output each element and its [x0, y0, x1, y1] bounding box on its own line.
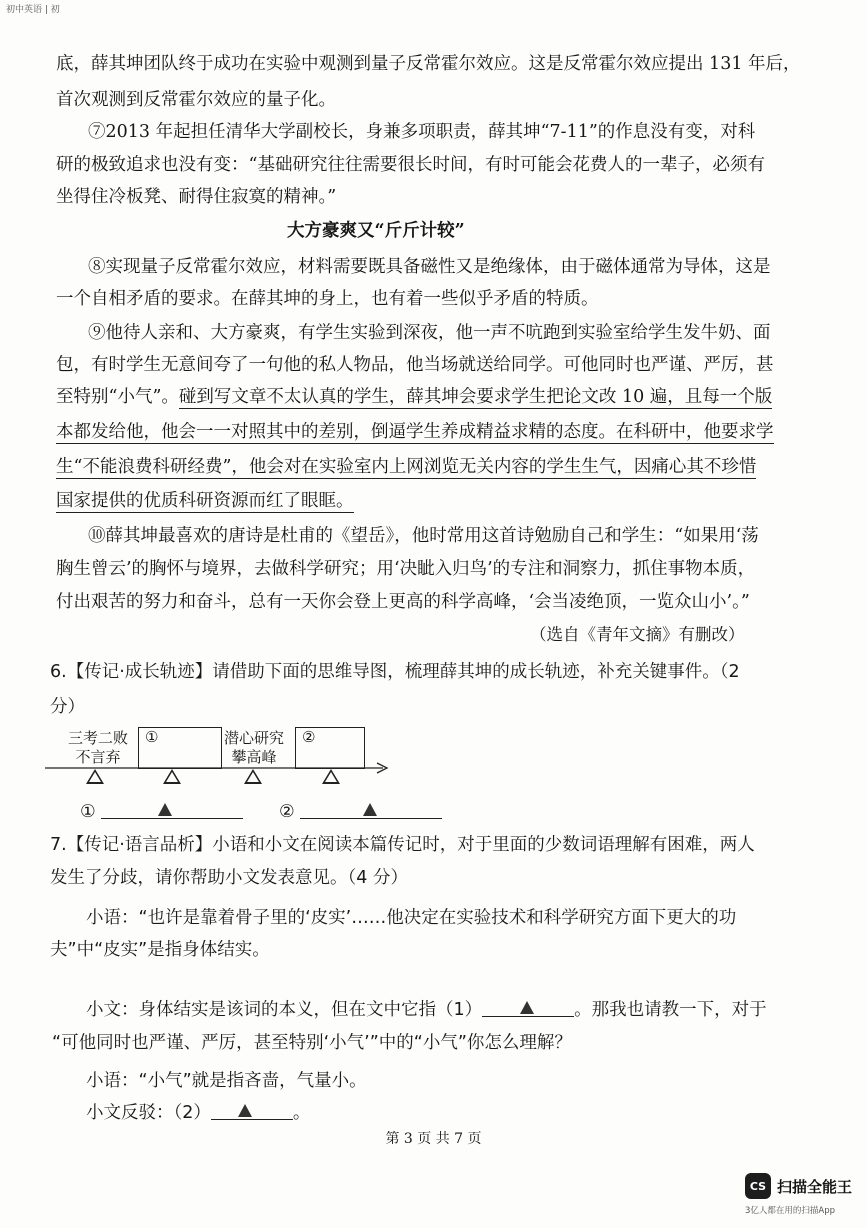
dialogue-line: 小语：“小气”就是指吝啬，气量小。 [86, 1071, 367, 1091]
passage-line [56, 420, 774, 444]
dialogue-text: 小文反驳：（2） [86, 1103, 211, 1123]
passage-line: ⑧实现量子反常霍尔效应，材料需要既具备磁性又是绝缘体，由于磁体通常为导体，这是 [88, 257, 771, 277]
underlined-text: 本都发给他，他会一一对照其中的差别，倒逼学生养成精益求精的态度。在科研中，他要求学 [56, 422, 774, 442]
dialogue-line: 夫”中“皮实”是指身体结实。 [50, 940, 270, 960]
scanner-tagline: 3亿人都在用的扫描App [745, 1206, 836, 1216]
timeline-marker [163, 769, 181, 784]
passage-line: 底，薛其坤团队终于成功在实验中观测到量子反常霍尔效应。这是反常霍尔效应提出 131 年后， [56, 54, 801, 74]
box-2-label: ② [302, 728, 316, 746]
passage-line: 一个自相矛盾的要求。在薛其坤的身上，也有着一些似乎矛盾的特质。 [56, 289, 599, 309]
scanner-watermark [745, 1173, 852, 1199]
question-7-prompt: 发生了分歧，请你帮助小文发表意见。（4 分） [50, 868, 408, 888]
mind-map-node-1-bottom: 不言弃 [75, 748, 121, 766]
mind-map-node-2-top: 潜心研究 [223, 729, 284, 747]
passage-line: 付出艰苦的努力和奋斗，总有一天你会登上更高的科学高峰，‘会当凌绝顶，一览众山小’。” [56, 592, 750, 612]
question-6-prompt: 6.【传记·成长轨迹】请借助下面的思维导图，梳理薛其坤的成长轨迹，补充关键事件。（2 [50, 662, 740, 682]
underlined-text: 生“不能浪费科研经费”，他会对在实验室内上网浏览无关内容的学生生气，因痛心其不珍惜 [56, 457, 757, 477]
underlined-text: 国家提供的优质科研资源而红了眼眶。 [56, 491, 354, 511]
scanner-logo-icon: CS [745, 1173, 771, 1199]
timeline-marker [86, 769, 104, 784]
answer-1-label: ① [80, 802, 96, 822]
passage-line: 包，有时学生无意间夸了一句他的私人物品，他当场就送给同学。可他同时也严谨、严厉，甚 [56, 355, 774, 375]
answer-1-blank[interactable] [101, 802, 243, 819]
timeline-marker [244, 769, 262, 784]
passage-line: ⑨他待人亲和、大方豪爽，有学生实验到深夜，他一声不吭跑到实验室给学生发牛奶、面 [88, 323, 771, 343]
dialogue-line [86, 1101, 310, 1125]
answer-2-blank[interactable] [300, 802, 442, 819]
passage-line [56, 455, 756, 479]
box-1-label: ① [145, 728, 159, 746]
passage-text: 至特别“小气”。 [56, 387, 179, 407]
dialogue-line [86, 998, 767, 1022]
passage-line [56, 489, 354, 513]
passage-line: ⑩薛其坤最喜欢的唐诗是杜甫的《望岳》，他时常用这首诗勉励自己和学生：“如果用‘荡 [88, 526, 759, 546]
passage-line: 研的极致追求也没有变：“基础研究往往需要很长时间，有时可能会花费人的一辈子，必须有 [56, 155, 765, 175]
corner-mark: 初中英语 | 初 [6, 5, 60, 15]
question-7-prompt: 7.【传记·语言品析】小语和小文在阅读本篇传记时，对于里面的少数词语理解有困难，两人 [50, 835, 755, 855]
triangle-icon [363, 803, 377, 816]
dialogue-line: 小语：“也许是靠着骨子里的‘皮实’……他决定在实验技术和科学研究方面下更大的功 [86, 908, 737, 928]
triangle-icon [520, 1001, 534, 1014]
dialogue-text: 。那我也请教一下，对于 [574, 1000, 767, 1020]
answer-2-label: ② [279, 802, 295, 822]
underlined-text: 碰到写文章不太认真的学生，薛其坤会要求学生把论文改 10 遍，且每一个版 [178, 387, 773, 407]
answer-blank-2[interactable] [211, 1103, 293, 1120]
passage-line: 坐得住冷板凳、耐得住寂寞的精神。” [56, 187, 337, 207]
answer-blank-1[interactable] [482, 1000, 574, 1017]
dialogue-line: “可他同时也严谨、严厉，甚至特别‘小气’”中的“小气”你怎么理解？ [52, 1033, 572, 1053]
answer-line-2 [279, 800, 442, 824]
passage-line [56, 385, 772, 409]
page-number: 第 3 页 共 7 页 [385, 1131, 482, 1147]
answer-line-1 [80, 800, 243, 824]
passage-line: ⑦2013 年起担任清华大学副校长，身兼多项职责，薛其坤“7-11”的作息没有变，对科 [88, 122, 756, 142]
dialogue-text: 小文：身体结实是该词的本义，但在文中它指（1） [86, 1000, 483, 1020]
dialogue-text: 。 [292, 1103, 311, 1123]
triangle-icon [158, 803, 172, 816]
passage-line: 首次观测到反常霍尔效应的量子化。 [56, 90, 336, 110]
triangle-icon [238, 1104, 252, 1117]
timeline-marker [322, 769, 340, 784]
mind-map-node-1-top: 三考二败 [67, 729, 128, 747]
mind-map-node-2-bottom: 攀高峰 [231, 748, 277, 766]
section-title: 大方豪爽又“斤斤计较” [287, 221, 465, 241]
source-note: （选自《青年文摘》有删改） [530, 625, 745, 644]
passage-line: 胸生曾云’的胸怀与境界，去做科学研究；用‘决眦入归鸟’的专注和洞察力，抓住事物本质， [56, 559, 756, 579]
scanner-app-name: 扫描全能王 [777, 1177, 853, 1196]
question-6-prompt: 分） [50, 697, 85, 717]
